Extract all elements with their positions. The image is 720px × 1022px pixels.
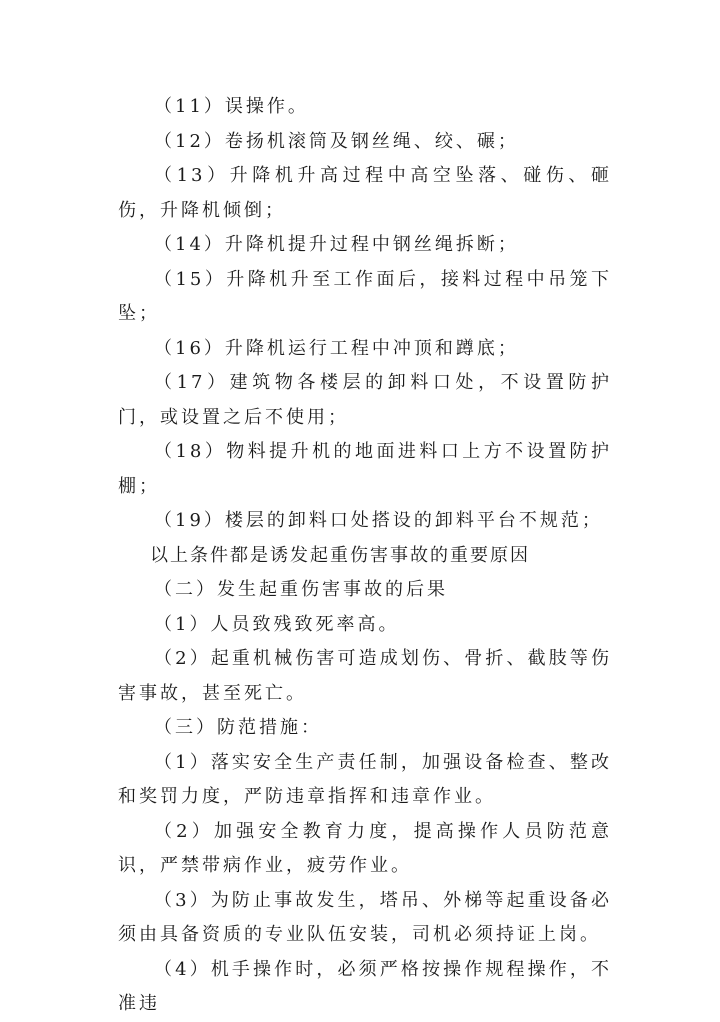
document-page: [118, 90, 612, 1022]
paragraph-item-11: （11）误操作。: [154, 96, 309, 117]
paragraph-item-16: （16）升降机运行工程中冲顶和蹲底；: [154, 337, 519, 359]
paragraph-item-14: （14）升降机提升过程中钢丝绳拆断；: [154, 234, 519, 255]
section-heading-consequences: （二）发生起重伤害事故的后果: [154, 579, 448, 600]
paragraph-summary: 以上条件都是诱发起重伤害事故的重要原因: [150, 544, 530, 566]
paragraph-item-18: （18）物料提升机的地面进料口上方不设置防护棚；: [118, 441, 612, 497]
paragraph-measure-4: （4）机手操作时，必须严格按操作规程操作，不准违: [118, 958, 612, 1014]
paragraph-measure-1: （1）落实安全生产责任制，加强设备检查、整改和奖罚力度，严防违章指挥和违章作业。: [118, 751, 612, 807]
section-heading-measures: （三）防范措施：: [154, 717, 322, 738]
paragraph-measure-3: （3）为防止事故发生，塔吊、外梯等起重设备必须由具备资质的专业队伍安装，司机必须持证上岗。: [118, 889, 612, 945]
paragraph-item-12: （12）卷扬机滚筒及钢丝绳、绞、碾；: [154, 130, 519, 152]
paragraph-consequence-2: （2）起重机械伤害可造成划伤、骨折、截肢等伤害事故，甚至死亡。: [118, 648, 612, 704]
paragraph-item-15: （15）升降机升至工作面后，接料过程中吊笼下坠；: [118, 268, 612, 324]
paragraph-item-17: （17）建筑物各楼层的卸料口处，不设置防护门，或设置之后不使用；: [118, 372, 612, 428]
paragraph-measure-2: （2）加强安全教育力度，提高操作人员防范意识，严禁带病作业，疲劳作业。: [118, 820, 612, 876]
paragraph-item-19: （19）楼层的卸料口处搭设的卸料平台不规范；: [154, 510, 603, 531]
paragraph-consequence-1: （1）人员致残致死率高。: [154, 613, 400, 635]
paragraph-item-13: （13）升降机升高过程中高空坠落、碰伤、砸伤，升降机倾倒；: [118, 165, 612, 221]
